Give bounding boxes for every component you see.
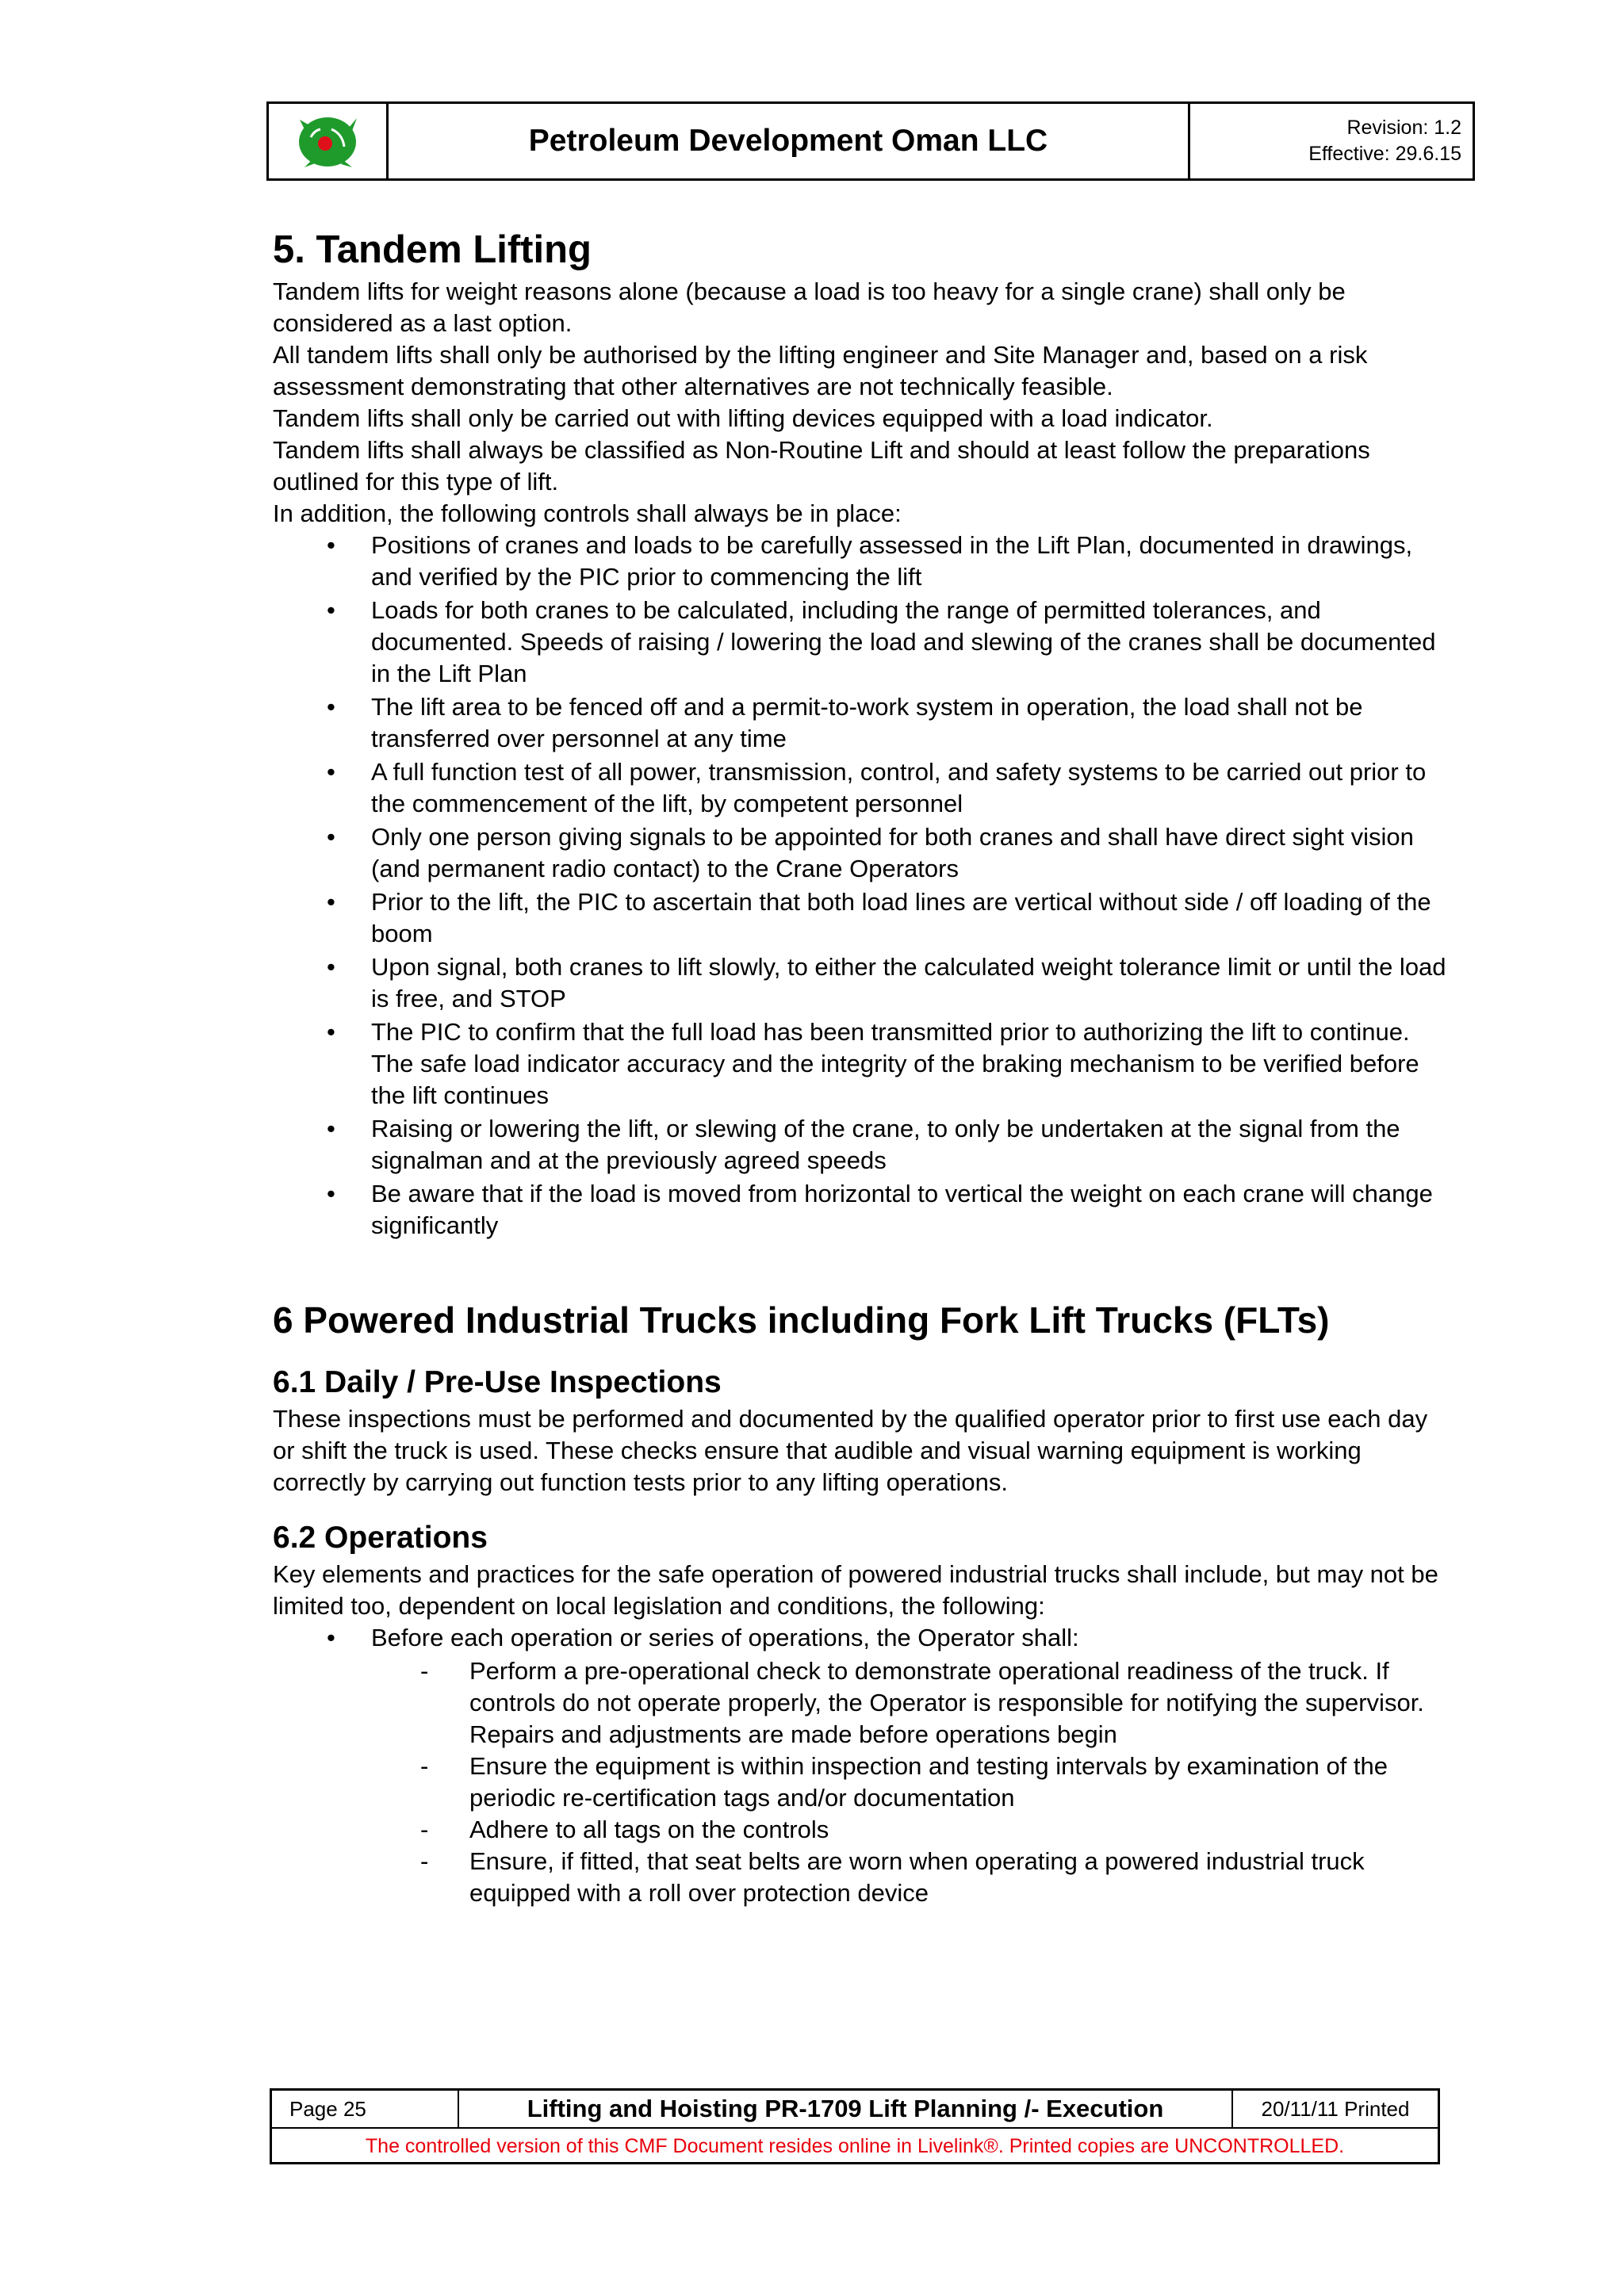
bullet-icon: • xyxy=(327,596,335,624)
operator-duties-list xyxy=(273,1655,1446,1909)
footer-doc-title: Lifting and Hoisting PR-1709 Lift Planning /- Execution xyxy=(459,2091,1233,2127)
list-item-text: Ensure, if fitted, that seat belts are worn when operating a powered industrial truck equipped with a roll over protection device xyxy=(469,1847,1365,1907)
list-item xyxy=(273,1814,1446,1846)
dash-icon: - xyxy=(420,1657,429,1685)
list-item-text: A full function test of all power, transmission, control, and safety systems to be carried out prior to the commencement of the lift, by competent personnel xyxy=(371,758,1427,817)
list-item xyxy=(273,1655,1446,1751)
section-title: 5. Tandem Lifting xyxy=(273,228,592,271)
logo-cell xyxy=(269,104,389,178)
list-item xyxy=(273,691,1446,755)
list-item xyxy=(273,1113,1446,1177)
list-item-text: Prior to the lift, the PIC to ascertain that both load lines are vertical without side / off loading of the boom xyxy=(371,888,1431,947)
bullet-icon: • xyxy=(327,823,335,851)
paragraph: All tandem lifts shall only be authorised by the lifting engineer and Site Manager and, based on a risk assessment demonstrating that other alternatives are not technically feasible. xyxy=(273,341,1368,400)
bullet-icon: • xyxy=(327,1180,335,1207)
controls-list xyxy=(273,530,1446,1242)
revision-label: Revision: 1.2 xyxy=(1346,117,1461,139)
document-header xyxy=(266,101,1475,181)
list-item-text: The lift area to be fenced off and a permit-to-work system in operation, the load shall not be transferred over personnel at any time xyxy=(371,693,1363,752)
bullet-icon: • xyxy=(327,888,335,916)
company-name: Petroleum Development Oman LLC xyxy=(389,104,1190,178)
printed-date: 20/11/11 Printed xyxy=(1261,2096,1410,2121)
list-item xyxy=(273,1178,1446,1242)
document-footer xyxy=(270,2088,1440,2164)
paragraph: Tandem lifts shall always be classified as Non-Routine Lift and should at least follow the preparations outlined for this type of lift. xyxy=(273,436,1370,496)
list-item-text: Positions of cranes and loads to be carefully assessed in the Lift Plan, documented in drawings, and verified by the PIC prior to commencing the lift xyxy=(371,531,1413,591)
list-item xyxy=(273,756,1446,820)
list-item-text: Perform a pre-operational check to demonstrate operational readiness of the truck. If controls do not operate properly, the Operator is responsible for notifying the supervisor. Repairs and adjustments are made before operations begin xyxy=(469,1657,1424,1748)
bullet-icon: • xyxy=(327,1624,335,1651)
list-item xyxy=(273,1846,1446,1909)
list-item xyxy=(273,1751,1446,1814)
paragraph: Tandem lifts shall only be carried out with lifting devices equipped with a load indicator. xyxy=(273,404,1213,432)
bullet-icon: • xyxy=(327,758,335,786)
bullet-icon: • xyxy=(327,1115,335,1142)
subsection-title: 6.1 Daily / Pre-Use Inspections xyxy=(273,1365,722,1399)
page-number: Page 25 xyxy=(272,2091,459,2127)
list-item-text: Before each operation or series of operations, the Operator shall: xyxy=(371,1624,1079,1651)
bullet-icon: • xyxy=(327,531,335,559)
list-item xyxy=(273,1016,1446,1112)
list-item xyxy=(273,951,1446,1015)
list-item-text: Loads for both cranes to be calculated, including the range of permitted tolerances, and documented. Speeds of raising / lowering the load and slewing of the cranes shall be documented in the Lift Plan xyxy=(371,596,1436,687)
paragraph: These inspections must be performed and documented by the qualified operator prior to first use each day or shift the truck is used. These checks ensure that audible and visual warning equipment is working correctly by carrying out function tests prior to any lifting operations. xyxy=(273,1405,1428,1496)
bullet-icon: • xyxy=(327,953,335,981)
document-body xyxy=(273,227,1446,1909)
subsection-title: 6.2 Operations xyxy=(273,1521,488,1555)
list-item-text: Only one person giving signals to be appointed for both cranes and shall have direct sight vision (and permanent radio contact) to the Crane Operators xyxy=(371,823,1414,882)
list-item-text: Ensure the equipment is within inspection and testing intervals by examination of the periodic re-certification tags and/or documentation xyxy=(469,1752,1388,1812)
list-item xyxy=(273,821,1446,885)
footer-row xyxy=(272,2091,1438,2129)
list-item-text: Adhere to all tags on the controls xyxy=(469,1816,829,1843)
list-item-text: Upon signal, both cranes to lift slowly, to either the calculated weight tolerance limit or until the load is free, and STOP xyxy=(371,953,1446,1012)
list-item-text: Be aware that if the load is moved from horizontal to vertical the weight on each crane will change significantly xyxy=(371,1180,1433,1239)
paragraph: Key elements and practices for the safe operation of powered industrial trucks shall include, but may not be limited too, dependent on local legislation and conditions, the following: xyxy=(273,1560,1438,1620)
uncontrolled-notice: The controlled version of this CMF Document resides online in Livelink®. Printed copies are UNCONTROLLED. xyxy=(365,2134,1345,2157)
dash-icon: - xyxy=(420,1816,429,1843)
list-item xyxy=(273,530,1446,593)
section-title: 6 Powered Industrial Trucks including Fork Lift Trucks (FLTs) xyxy=(273,1299,1330,1341)
list-item xyxy=(273,595,1446,690)
revision-info xyxy=(1190,104,1473,178)
list-item xyxy=(273,886,1446,950)
bullet-icon: • xyxy=(327,1018,335,1046)
list-item-text: Raising or lowering the lift, or slewing of the crane, to only be undertaken at the signal from the signalman and at the previously agreed speeds xyxy=(371,1115,1400,1174)
list-item-text: The PIC to confirm that the full load has been transmitted prior to authorizing the lift to continue. The safe load indicator accuracy and the integrity of the braking mechanism to be verified before the lift continues xyxy=(371,1018,1419,1109)
paragraph: In addition, the following controls shall always be in place: xyxy=(273,499,902,527)
paragraph: Tandem lifts for weight reasons alone (because a load is too heavy for a single crane) shall only be considered as a last option. xyxy=(273,277,1346,337)
list-item xyxy=(273,1622,1446,1654)
bullet-icon: • xyxy=(327,693,335,721)
operations-list xyxy=(273,1622,1446,1654)
dash-icon: - xyxy=(420,1752,429,1780)
effective-date: Effective: 29.6.15 xyxy=(1308,143,1461,165)
pdo-logo-icon xyxy=(297,113,358,169)
dash-icon: - xyxy=(420,1847,429,1875)
